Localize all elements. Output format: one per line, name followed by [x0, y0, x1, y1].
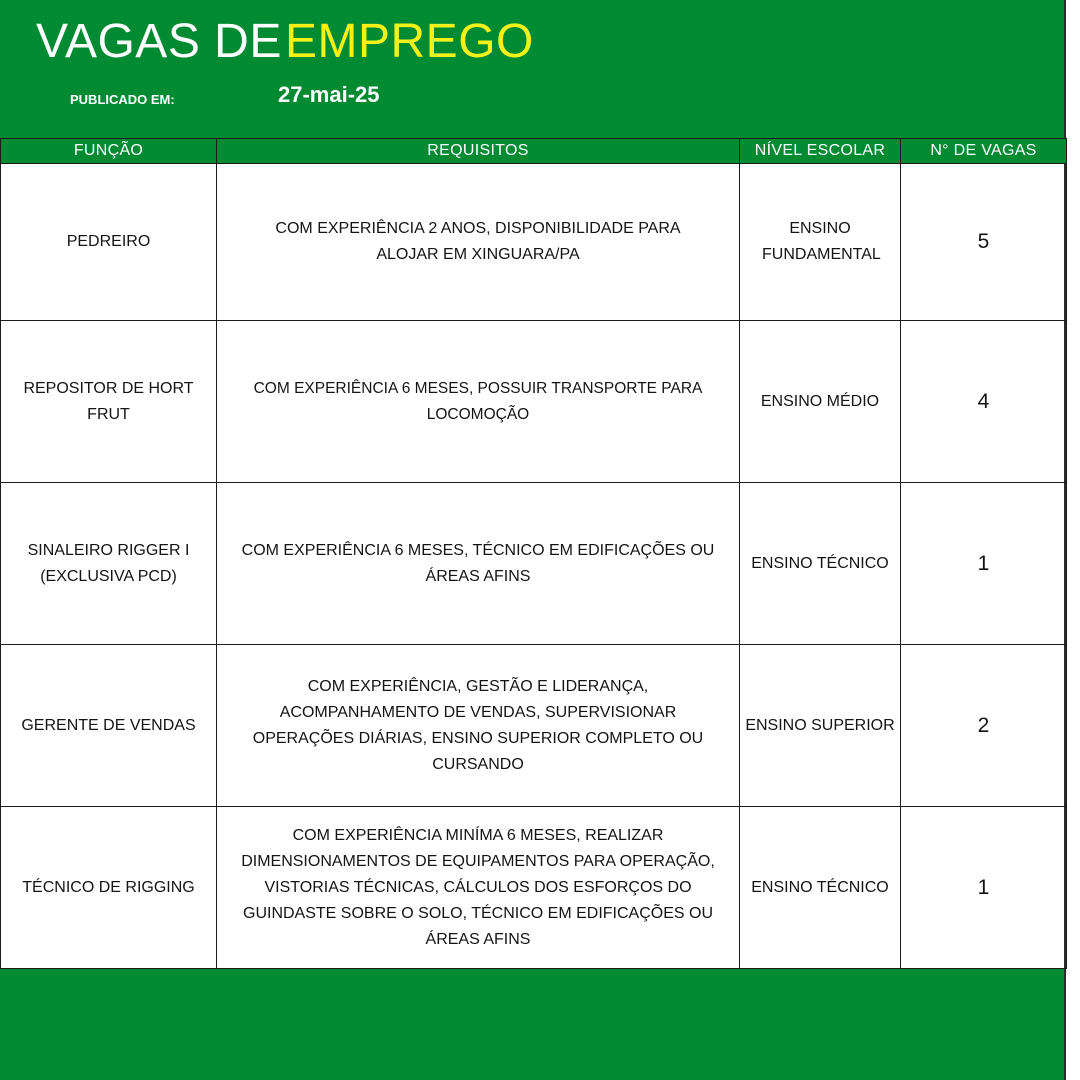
table-row [1, 483, 1067, 645]
table-row [1, 645, 1067, 807]
cell-requisitos: COM EXPERIÊNCIA, GESTÃO E LIDERANÇA, ACOMPANHAMENTO DE VENDAS, SUPERVISIONAR OPERAÇÕES DIÁRIAS, ENSINO SUPERIOR COMPLETO OU CURSANDO [217, 645, 740, 807]
cell-funcao: GERENTE DE VENDAS [1, 645, 217, 807]
table-row [1, 321, 1067, 483]
cell-nivel-escolar: ENSINO MÉDIO [740, 321, 901, 483]
published-label: PUBLICADO EM: [70, 92, 175, 107]
cell-requisitos: COM EXPERIÊNCIA MINÍMA 6 MESES, REALIZAR DIMENSIONAMENTOS DE EQUIPAMENTOS PARA OPERAÇÃO, VISTORIAS TÉCNICAS, CÁLCULOS DOS ESFORÇOS DO GUINDASTE SOBRE O SOLO, TÉCNICO EM EDIFICAÇÕES OU ÁREAS AFINS [217, 807, 740, 969]
table-header-row [1, 139, 1067, 164]
column-header-vagas: N° DE VAGAS [901, 139, 1067, 164]
jobs-table [0, 138, 1067, 969]
cell-nivel-escolar: ENSINO FUNDAMENTAL [740, 164, 901, 321]
table-row [1, 807, 1067, 969]
cell-nivel-escolar: ENSINO SUPERIOR [740, 645, 901, 807]
cell-funcao: REPOSITOR DE HORT FRUT [1, 321, 217, 483]
cell-requisitos: COM EXPERIÊNCIA 2 ANOS, DISPONIBILIDADE PARA ALOJAR EM XINGUARA/PA [217, 164, 740, 321]
cell-vagas: 2 [901, 645, 1067, 807]
title-part2: EMPREGO [285, 15, 534, 68]
column-header-funcao: FUNÇÃO [1, 139, 217, 164]
cell-vagas: 5 [901, 164, 1067, 321]
cell-requisitos: COM EXPERIÊNCIA 6 MESES, TÉCNICO EM EDIFICAÇÕES OU ÁREAS AFINS [217, 483, 740, 645]
cell-vagas: 1 [901, 483, 1067, 645]
cell-vagas: 4 [901, 321, 1067, 483]
cell-funcao: PEDREIRO [1, 164, 217, 321]
table-row [1, 164, 1067, 321]
cell-funcao: TÉCNICO DE RIGGING [1, 807, 217, 969]
header-banner [0, 0, 1064, 138]
title-part1: VAGAS DE [36, 15, 282, 68]
cell-funcao: SINALEIRO RIGGER I (EXCLUSIVA PCD) [1, 483, 217, 645]
published-date: 27-mai-25 [278, 82, 380, 107]
cell-nivel-escolar: ENSINO TÉCNICO [740, 807, 901, 969]
cell-vagas: 1 [901, 807, 1067, 969]
footer-banner [0, 969, 1064, 1080]
column-header-requisitos: REQUISITOS [217, 139, 740, 164]
cell-requisitos: COM EXPERIÊNCIA 6 MESES, POSSUIR TRANSPORTE PARA LOCOMOÇÃO [217, 321, 740, 483]
column-header-nivel-escolar: NÍVEL ESCOLAR [740, 139, 901, 164]
cell-nivel-escolar: ENSINO TÉCNICO [740, 483, 901, 645]
